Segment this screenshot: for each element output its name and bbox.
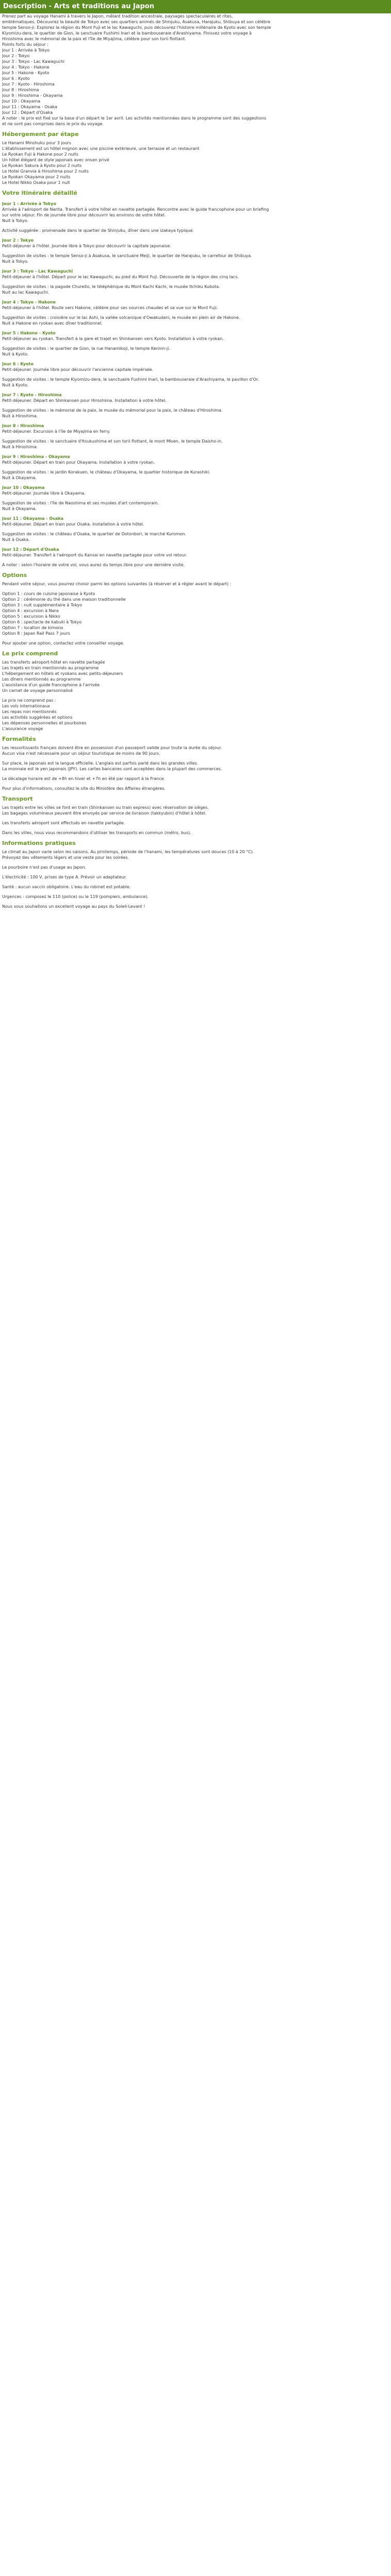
day-text-line: Nuit au lac Kawaguchi.	[2, 290, 50, 295]
text-line: Les trajets entre les villes se font en train (Shinkansen ou train express) avec réservation de sièges.	[2, 805, 209, 810]
text-line: Jour 8 : Hiroshima	[2, 88, 39, 92]
day-title: Jour 1 : Arrivée à Tokyo	[2, 201, 57, 206]
formalites-title: Formalités	[2, 736, 36, 742]
day-title: Jour 5 : Hakone - Kyoto	[2, 331, 56, 335]
day-text-line: Activité suggérée : promenade dans le quartier de Shinjuku, dîner dans une izakaya typique.	[2, 228, 194, 233]
text-line: Option 5 : excursion à Nikko	[2, 614, 60, 619]
text-line: Option 3 : nuit supplémentaire à Tokyo	[2, 603, 83, 607]
page	[0, 0, 391, 909]
day-text-line: Suggestion de visites : le jardin Korakuen, le château d'Okayama, le quartier historique de Kurashiki.	[2, 470, 210, 474]
text-line: Les ressortissants français doivent être en possession d'un passeport valide pour toute la durée du séjour.	[2, 745, 222, 750]
day-text-line	[2, 434, 389, 438]
day-title: Jour 2 : Tokyo	[2, 238, 34, 243]
text-line: Option 6 : spectacle de kabuki à Tokyo	[2, 620, 82, 624]
text-line: Option 7 : location de kimono	[2, 625, 63, 630]
day-text-line	[2, 311, 389, 315]
text-line: Un hôtel élégant de style japonais avec onsen privé	[2, 158, 109, 162]
day-title: Jour 10 : Okayama	[2, 485, 45, 490]
day-text-line: Petit-déjeuner. Départ en train pour Okayama. Installation à votre ryokan.	[2, 460, 155, 465]
day-title: Jour 12 : Départ d'Osaka	[2, 547, 59, 552]
text-line	[2, 900, 389, 904]
text-line: Les dépenses personnelles et pourboires	[2, 721, 87, 725]
options-block	[2, 581, 389, 646]
day-text-line: Petit-déjeuner au ryokan. Transfert à la gare et trajet en Shinkansen vers Kyoto. Installation à votre ryokan.	[2, 336, 224, 341]
text-line: Jour 4 : Tokyo - Hakone	[2, 65, 50, 70]
transport-title: Transport	[2, 795, 33, 802]
text-line: Sur place, le japonais est la langue officielle. L'anglais est parfois parlé dans les grandes villes.	[2, 761, 199, 766]
day-text-line: Suggestion de visites : le temple Senso-ji à Asakusa, le sanctuaire Meiji, le quartier de Harajuku, le carrefour de Shibuya.	[2, 253, 252, 258]
text-line: Les dîners mentionnés au programme	[2, 677, 81, 682]
text-line: temple Senso-ji. Explorez la région du Mont Fuji et le lac Kawaguchi, puis découvrez l'histoire millénaire de Kyoto avec son temple	[2, 25, 271, 30]
day-text-line	[2, 527, 389, 531]
day-title: Jour 3 : Tokyo - Lac Kawaguchi	[2, 269, 73, 274]
day-text-line	[2, 280, 389, 284]
text-line: Le Ryokan Okayama pour 2 nuits	[2, 175, 71, 179]
day-text-line: Suggestion de visites : croisière sur le lac Ashi, la vallée volcanique d'Owakudani, le musée en plein air de Hakone.	[2, 315, 240, 320]
day-title: Jour 7 : Kyoto - Hiroshima	[2, 393, 62, 397]
day-text-line	[2, 465, 389, 469]
text-line: Jour 12 : Départ d'Osaka	[2, 110, 53, 115]
text-line	[2, 860, 389, 865]
description-header: Description - Arts et traditions au Japon	[0, 0, 391, 13]
itineraire-block	[2, 201, 389, 568]
text-line: Le décalage horaire est de +8h en hiver et +7h en été par rapport à la France.	[2, 776, 166, 781]
day-text-line: Nuit à Hakone en ryokan avec dîner traditionnel.	[2, 321, 103, 326]
day-text-line: Suggestion de visites : l'île de Naoshima et ses musées d'art contemporain.	[2, 501, 159, 505]
day-text-line: A noter : selon l'horaire de votre vol, vous aurez du temps libre pour une dernière visite.	[2, 563, 185, 567]
day-text-line: Nuit à Okayama.	[2, 476, 37, 480]
text-line: Le pourboire n'est pas d'usage au Japon.	[2, 865, 86, 870]
infos-title: Informations pratiques	[2, 840, 76, 846]
text-line: emblématiques. Découvrez la beauté de Tokyo avec ses quartiers animés de Shinjuku, Asakusa, Harajuku, Shibuya et son célèbre	[2, 20, 271, 24]
description-outro	[2, 115, 389, 127]
text-line: L'électricité : 100 V, prises de type A. Prévoir un adaptateur.	[2, 875, 127, 879]
text-line	[2, 816, 389, 820]
options-title: Options	[2, 572, 27, 579]
day-text-line: Petit-déjeuner à l'hôtel. Journée libre à Tokyo pour découvrir la capitale japonaise.	[2, 244, 171, 248]
text-line: Nous vous souhaitons un excellent voyage au pays du Soleil-Levant !	[2, 904, 145, 909]
day-text-line: Suggestion de visites : le sanctuaire d'Itsukushima et son torii flottant, le mont Misen, le temple Daisho-in.	[2, 439, 223, 444]
text-line: et ne sont pas comprises dans le prix du voyage.	[2, 122, 104, 126]
day-text-line: sur votre séjour. Fin de journée libre pour découvrir les environs de votre hôtel.	[2, 213, 166, 217]
text-line: Jour 6 : Kyoto	[2, 76, 30, 81]
prix-title: Le prix comprend	[2, 650, 58, 657]
description-block	[2, 13, 389, 127]
day-text-line: Petit-déjeuner. Journée libre à Okayama.	[2, 491, 86, 496]
day-text-line: Nuit à Tokyo.	[2, 259, 29, 264]
text-line: Le Hanami Minshuku pour 3 jours	[2, 141, 71, 145]
text-line: Le Ryokan Sakura à Kyoto pour 2 nuits	[2, 163, 82, 168]
text-line	[2, 693, 389, 698]
day-text-line: Petit-déjeuner. Départ en train pour Osaka. Installation à votre hôtel.	[2, 522, 144, 527]
text-line	[2, 890, 389, 894]
text-line	[2, 782, 389, 786]
description-points	[2, 47, 389, 115]
text-line: Les transferts aéroport sont effectués en navette partagée.	[2, 821, 125, 825]
text-line: Jour 7 : Kyoto - Hiroshima	[2, 82, 55, 87]
day-text-line: Suggestion de visites : le temple Kiyomizu-dera, le sanctuaire Fushimi Inari, la bambouseraie d'Arashiyama, le pavillon d'Or.	[2, 377, 259, 382]
day-text-line: Suggestion de visites : le château d'Osaka, le quartier de Dotonbori, le marché Kuromon.	[2, 532, 186, 536]
text-line: Le climat au Japon varie selon les saisons. Au printemps, période de l'hanami, les températures sont douces (10 à 20 °C).	[2, 850, 254, 854]
day-title: Jour 4 : Tokyo - Hakone	[2, 300, 56, 304]
day-text-line	[2, 558, 389, 562]
text-line	[2, 636, 389, 640]
text-line: L'assurance voyage	[2, 726, 43, 731]
day-text-line	[2, 372, 389, 377]
day-text-line	[2, 249, 389, 253]
text-line: Jour 1 : Arrivée à Tokyo	[2, 48, 50, 53]
text-line: La monnaie est le yen japonais (JPY). Les cartes bancaires sont acceptées dans la plupart des commerces.	[2, 767, 222, 771]
day-text-line: Nuit à Hiroshima.	[2, 414, 38, 418]
text-line: A noter : le prix est fixé sur la base d'un départ le 1er avril. Les activités mentionnées dans le programme sont des suggestions	[2, 116, 267, 121]
text-line: Option 2 : cérémonie du thé dans une maison traditionnelle	[2, 597, 126, 602]
text-line	[2, 870, 389, 874]
text-line	[2, 826, 389, 830]
text-line: Jour 10 : Okayama	[2, 99, 41, 104]
text-line: Jour 11 : Okayama - Osaka	[2, 105, 57, 109]
text-line: Le Hotel Nikko Osaka pour 1 nuit	[2, 180, 70, 185]
infos-block	[2, 849, 389, 909]
text-line: L'hébergement en hôtels et ryokans avec petits-déjeuners	[2, 671, 123, 676]
logement-title: Hébergement par étape	[2, 131, 79, 138]
transport-block	[2, 805, 389, 836]
day-text-line: Petit-déjeuner. Excursion à l'île de Miyajima en ferry.	[2, 429, 110, 434]
day-text-line: Petit-déjeuner à l'hôtel. Départ pour le lac Kawaguchi, au pied du Mont Fuji. Découverte de la région des cinq lacs.	[2, 275, 239, 279]
text-line: Les vols internationaux	[2, 704, 51, 708]
text-line: Prenez part au voyage Hanami à travers le Japon, mêlant tradition ancestrale, paysages spectaculaires et rites,	[2, 14, 233, 19]
day-title: Jour 8 : Hiroshima	[2, 423, 44, 428]
text-line: Kiyomizu-dera, le quartier de Gion, le sanctuaire Fushimi Inari et la bambouseraie d'Arashiyama. Finissez votre voyage à	[2, 31, 252, 36]
day-title: Jour 6 : Kyoto	[2, 362, 34, 366]
day-title: Jour 11 : Okayama - Osaka	[2, 516, 63, 521]
text-line: Le Hotel Granvia à Hiroshima pour 2 nuits	[2, 169, 89, 174]
day-text-line: Nuit à Osaka.	[2, 537, 30, 542]
day-text-line	[2, 496, 389, 500]
text-line: Aucun visa n'est nécessaire pour un séjour touristique de moins de 90 jours.	[2, 751, 160, 756]
day-text-line: Nuit à Kyoto.	[2, 352, 29, 357]
text-line	[2, 772, 389, 776]
text-line: Le Ryokan Fuji à Hakone pour 2 nuits	[2, 152, 79, 157]
text-line: Dans les villes, nous vous recommandons d'utiliser les transports en commun (métro, bus).	[2, 831, 191, 835]
prix-block	[2, 659, 389, 732]
text-line	[2, 880, 389, 884]
day-text-line: Petit-déjeuner à l'hôtel. Route vers Hakone, célèbre pour ses sources chaudes et sa vue sur le Mont Fuji.	[2, 306, 218, 310]
day-text-line	[2, 342, 389, 346]
text-line: Pendant votre séjour, vous pourrez choisir parmi les options suivantes (à réserver et à régler avant le départ) :	[2, 582, 232, 586]
day-text-line: Suggestion de visites : la pagode Chureito, le téléphérique du Mont Kachi Kachi, le musée Itchiku Kubota.	[2, 284, 220, 289]
text-line: Jour 5 : Hakone - Kyoto	[2, 71, 50, 75]
logement-block	[2, 140, 389, 185]
text-line: Option 4 : excursion à Nara	[2, 608, 59, 613]
description-intro	[2, 13, 389, 47]
text-line: Pour plus d'informations, consultez le site du Ministère des Affaires étrangères.	[2, 786, 166, 791]
text-line: Jour 3 : Tokyo - Lac Kawaguchi	[2, 59, 64, 64]
day-title: Jour 9 : Hiroshima - Okayama	[2, 454, 70, 459]
day-text-line: Petit-déjeuner. Journée libre pour découvrir l'ancienne capitale impériale.	[2, 367, 154, 372]
day-text-line	[2, 403, 389, 408]
text-line: Option 1 : cours de cuisine japonaise à Kyoto	[2, 591, 95, 596]
day-text-line: Suggestion de visites : le mémorial de la paix, le musée du mémorial pour la paix, le château d'Hiroshima.	[2, 408, 223, 413]
text-line	[2, 756, 389, 760]
day-text-line: Nuit à Hiroshima.	[2, 445, 38, 449]
text-line: Un carnet de voyage personnalisé	[2, 688, 73, 693]
day-text-line: Nuit à Okayama.	[2, 506, 37, 511]
day-text-line: Nuit à Kyoto.	[2, 383, 29, 387]
day-text-line: Arrivée à l'aéroport de Narita. Transfert à votre hôtel en navette partagée. Rencontre avec le guide francophone pour un briefing	[2, 207, 269, 212]
text-line: Santé : aucun vaccin obligatoire. L'eau du robinet est potable.	[2, 885, 131, 889]
itineraire-title: Votre itinéraire détaillé	[2, 190, 77, 196]
text-line: Les bagages volumineux peuvent être envoyés par service de livraison (takkyubin) d'hôtel à hôtel.	[2, 811, 207, 816]
text-line: Jour 2 : Tokyo	[2, 54, 30, 58]
text-line: L'établissement est un hôtel mignon avec une piscine extérieure, une terrasse et un restaurant	[2, 146, 200, 151]
text-line: Le prix ne comprend pas :	[2, 698, 56, 703]
text-line: Les transferts aéroport-hôtel en navette partagée	[2, 660, 105, 665]
text-line: Les activités suggérées et options	[2, 715, 73, 720]
day-text-line: Suggestion de visites : le quartier de Gion, la rue Hanamikoji, le temple Kennin-ji.	[2, 346, 170, 351]
text-line: Option 8 : Japan Rail Pass 7 jours	[2, 631, 70, 636]
text-line: Pour ajouter une option, contactez votre conseiller voyage.	[2, 641, 124, 646]
text-line: Prévoyez des vêtements légers et une veste pour les soirées.	[2, 855, 129, 860]
text-line: Urgences : composez le 110 (police) ou le 119 (pompiers, ambulance).	[2, 894, 149, 899]
text-line: Les trajets en train mentionnés au programme	[2, 666, 99, 670]
text-line: Jour 9 : Hiroshima - Okayama	[2, 93, 63, 98]
day-text-line: Nuit à Tokyo.	[2, 218, 29, 223]
text-line: Les repas non mentionnés	[2, 709, 57, 714]
day-text-line: Petit-déjeuner. Transfert à l'aéroport du Kansai en navette partagée pour votre vol retour.	[2, 553, 187, 557]
text-line: L'assistance d'un guide francophone à l'arrivée	[2, 683, 100, 687]
text-line: Points forts du séjour :	[2, 42, 48, 47]
text-line: Hiroshima avec le mémorial de la paix et l'île de Miyajima, célèbre pour son torii flottant.	[2, 37, 186, 41]
day-text-line	[2, 224, 389, 228]
formalites-block	[2, 745, 389, 791]
day-text-line: Petit-déjeuner. Départ en Shinkansen pour Hiroshima. Installation à votre hôtel.	[2, 398, 167, 403]
text-line	[2, 587, 389, 591]
